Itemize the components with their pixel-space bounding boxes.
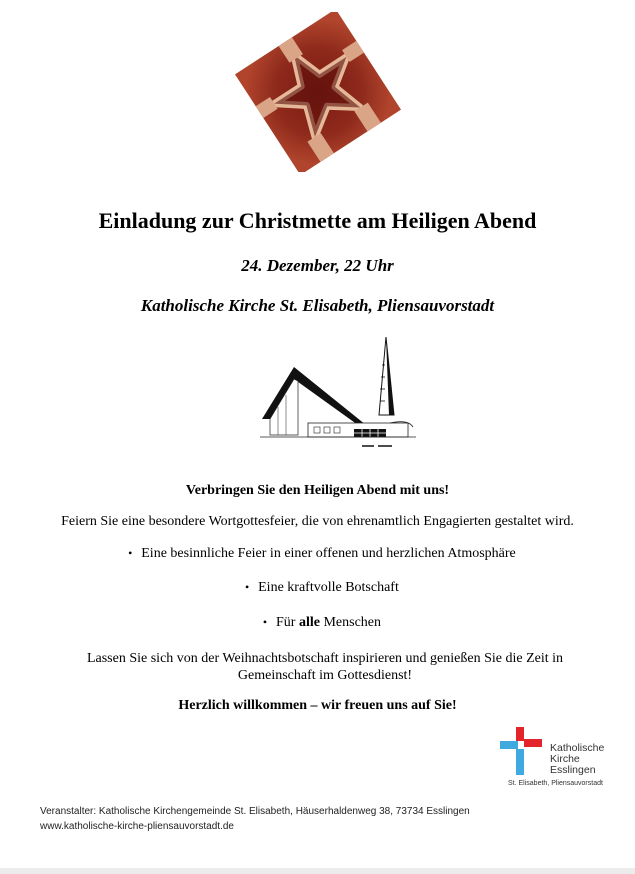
- logo-line-3: Esslingen: [550, 764, 596, 776]
- logo-blue-bottom: [516, 749, 524, 775]
- bullet-text-post: Menschen: [319, 615, 381, 630]
- logo-subtitle: St. Elisabeth, Pliensauvorstadt: [508, 780, 603, 787]
- bullet-dot: •: [128, 546, 133, 560]
- page-title: Einladung zur Christmette am Heiligen Abend: [98, 208, 537, 233]
- footer-organizer: Veranstalter: Katholische Kirchengemeinde St. Elisabeth, Häuserhaldenweg 38, 73734 Esslingen: [40, 806, 470, 817]
- bullet-text-pre: Für: [276, 615, 299, 630]
- intro-paragraph: Feiern Sie eine besondere Wortgottesfeier, die von ehrenamtlich Engagierten gestaltet wird.: [61, 514, 574, 529]
- bullet-dot: •: [245, 580, 250, 594]
- bullet-item: [0, 615, 635, 631]
- bullet-text: Eine kraftvolle Botschaft: [258, 580, 399, 595]
- bullet-text-bold: alle: [298, 615, 320, 630]
- bullet-text: Eine besinnliche Feier in einer offenen und herzlichen Atmosphäre: [141, 546, 516, 561]
- welcome-line: Herzlich willkommen – wir freuen uns auf Sie!: [178, 698, 457, 713]
- bullet-item: [0, 546, 635, 562]
- closing-paragraph: Lassen Sie sich von der Weihnachtsbotschaft inspirieren und genießen Sie die Zeit in Gemeinschaft im Gottesdienst!: [86, 651, 564, 683]
- event-venue: Katholische Kirche St. Elisabeth, Pliensauvorstadt: [140, 296, 495, 315]
- footer-website: www.katholische-kirche-pliensauvorstadt.de: [40, 821, 234, 832]
- footer: [40, 804, 470, 834]
- bullet-item: [0, 580, 635, 596]
- logo-line-2: Kirche: [550, 753, 580, 765]
- logo-blue-left: [500, 741, 518, 749]
- church-drawing: [258, 335, 420, 448]
- page-bottom-edge: [0, 868, 635, 874]
- logo-wordmark: [550, 743, 604, 776]
- event-date: 24. Dezember, 22 Uhr: [241, 256, 394, 275]
- hands-star-photo: [233, 12, 403, 172]
- logo-line-1: Katholische: [550, 742, 605, 754]
- logo-red-top: [516, 727, 524, 741]
- section-subheading: Verbringen Sie den Heiligen Abend mit uns!: [185, 483, 450, 498]
- logo-red-right: [524, 739, 542, 747]
- bullet-dot: •: [262, 615, 268, 629]
